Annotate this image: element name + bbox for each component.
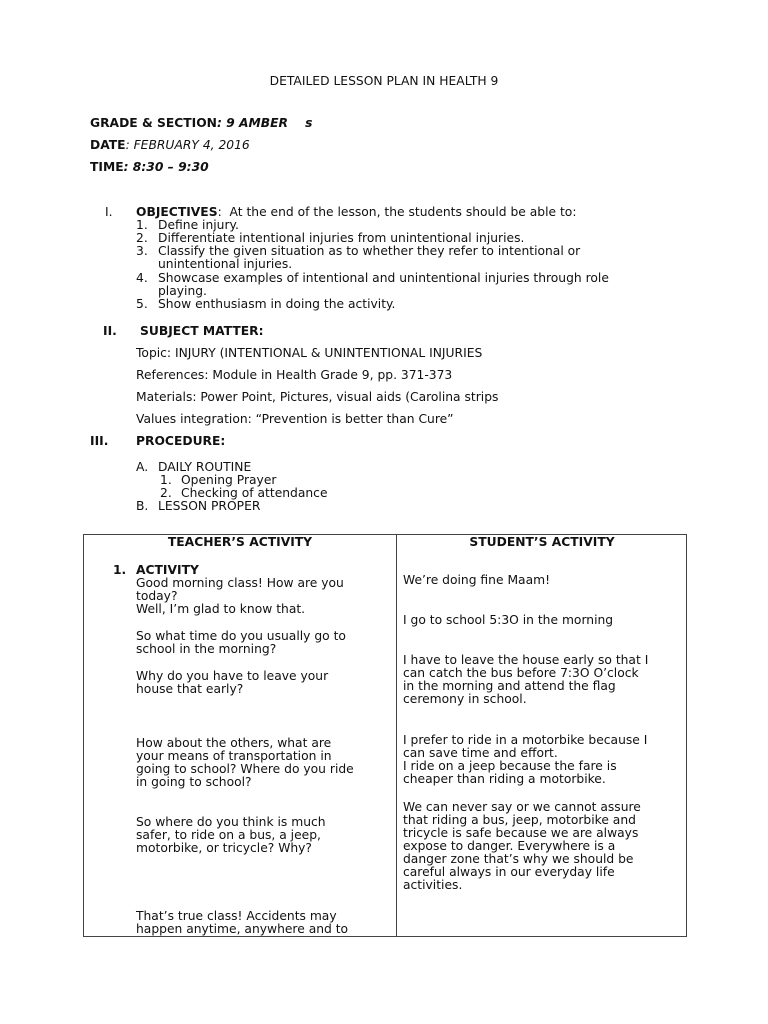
time-value: : 8:30 – 9:30 bbox=[123, 160, 209, 174]
objective-text: Show enthusiasm in doing the activity. bbox=[158, 297, 396, 311]
teacher-line: today? bbox=[136, 589, 178, 603]
objectives-numeral: I. bbox=[105, 205, 113, 219]
student-line: I go to school 5:3O in the morning bbox=[403, 613, 614, 627]
student-line: can catch the bus before 7:3O O’clock bbox=[403, 666, 639, 680]
student-line: activities. bbox=[403, 878, 463, 892]
objective-num: 4. bbox=[136, 271, 148, 285]
routine-num: 2. bbox=[160, 486, 172, 500]
student-line: danger zone that’s why we should be bbox=[403, 852, 634, 866]
student-line: that riding a bus, jeep, motorbike and bbox=[403, 813, 636, 827]
daily-routine-marker: A. bbox=[136, 460, 149, 474]
teacher-line: in going to school? bbox=[136, 775, 252, 789]
teacher-line: house that early? bbox=[136, 682, 244, 696]
objective-text: Differentiate intentional injuries from unintentional injuries. bbox=[158, 231, 525, 245]
date-line bbox=[90, 139, 250, 152]
teacher-line: your means of transportation in bbox=[136, 749, 332, 763]
student-line: We’re doing fine Maam! bbox=[403, 573, 551, 587]
lesson-proper-label: LESSON PROPER bbox=[158, 499, 261, 513]
subject-matter-heading: SUBJECT MATTER: bbox=[140, 324, 264, 338]
grade-section-label: GRADE & SECTION bbox=[90, 116, 217, 130]
teacher-line: motorbike, or tricycle? Why? bbox=[136, 841, 312, 855]
grade-section-value: : 9 AMBER s bbox=[216, 116, 313, 130]
student-line: cheaper than riding a motorbike. bbox=[403, 772, 606, 786]
routine-num: 1. bbox=[160, 473, 172, 487]
document-title: DETAILED LESSON PLAN IN HEALTH 9 bbox=[269, 74, 499, 88]
objective-text: Define injury. bbox=[158, 218, 239, 232]
student-line: expose to danger. Everywhere is a bbox=[403, 839, 616, 853]
routine-item: Opening Prayer bbox=[181, 473, 277, 487]
teacher-line: going to school? Where do you ride bbox=[136, 762, 354, 776]
objective-num: 2. bbox=[136, 231, 148, 245]
teacher-line: That’s true class! Accidents may bbox=[136, 909, 337, 923]
student-line: We can never say or we cannot assure bbox=[403, 800, 641, 814]
topic-line: Topic: INJURY (INTENTIONAL & UNINTENTIONAL INJURIES bbox=[136, 346, 483, 360]
student-line: careful always in our everyday life bbox=[403, 865, 615, 879]
teacher-line: safer, to ride on a bus, a jeep, bbox=[136, 828, 321, 842]
teacher-activity-header: TEACHER’S ACTIVITY bbox=[167, 535, 313, 549]
objective-num: 1. bbox=[136, 218, 148, 232]
teacher-line: happen anytime, anywhere and to bbox=[136, 922, 349, 936]
objective-num: 3. bbox=[136, 244, 148, 258]
time-label: TIME bbox=[90, 160, 124, 174]
teacher-line: So where do you think is much bbox=[136, 815, 326, 829]
references-line: References: Module in Health Grade 9, pp. 371-373 bbox=[136, 368, 453, 382]
teacher-line: school in the morning? bbox=[136, 642, 277, 656]
student-line: in the morning and attend the flag bbox=[403, 679, 616, 693]
activity-number: 1. bbox=[113, 563, 127, 577]
date-label: DATE bbox=[90, 138, 126, 152]
student-line: tricycle is safe because we are always bbox=[403, 826, 639, 840]
teacher-line: So what time do you usually go to bbox=[136, 629, 346, 643]
student-line: can save time and effort. bbox=[403, 746, 558, 760]
student-line: I have to leave the house early so that I bbox=[403, 653, 649, 667]
objective-num: 5. bbox=[136, 297, 148, 311]
objectives-label: OBJECTIVES bbox=[136, 205, 218, 219]
time-line bbox=[90, 161, 209, 174]
objective-text: Classify the given situation as to whether they refer to intentional or bbox=[158, 244, 581, 258]
student-line: I ride on a jeep because the fare is bbox=[403, 759, 617, 773]
activity-table bbox=[83, 534, 687, 937]
teacher-line: Good morning class! How are you bbox=[136, 576, 344, 590]
student-activity-header: STUDENT’S ACTIVITY bbox=[469, 535, 615, 549]
objective-text-cont: playing. bbox=[158, 284, 207, 298]
date-value: : FEBRUARY 4, 2016 bbox=[125, 138, 250, 152]
student-line: I prefer to ride in a motorbike because I bbox=[403, 733, 648, 747]
grade-section-line bbox=[90, 117, 312, 130]
student-line: ceremony in school. bbox=[403, 692, 527, 706]
teacher-line: How about the others, what are bbox=[136, 736, 332, 750]
values-line: Values integration: “Prevention is better than Cure” bbox=[136, 412, 454, 426]
teacher-line: Why do you have to leave your bbox=[136, 669, 329, 683]
objective-text: Showcase examples of intentional and unintentional injuries through role bbox=[158, 271, 609, 285]
routine-item: Checking of attendance bbox=[181, 486, 328, 500]
materials-line: Materials: Power Point, Pictures, visual aids (Carolina strips bbox=[136, 390, 499, 404]
daily-routine-label: DAILY ROUTINE bbox=[158, 460, 252, 474]
procedure-numeral: III. bbox=[90, 434, 109, 448]
subject-matter-numeral: II. bbox=[103, 324, 117, 338]
objectives-intro: : At the end of the lesson, the students should be able to: bbox=[217, 205, 577, 219]
table-column-divider bbox=[396, 535, 397, 936]
procedure-heading: PROCEDURE: bbox=[136, 434, 226, 448]
teacher-line: Well, I’m glad to know that. bbox=[136, 602, 306, 616]
activity-label: ACTIVITY bbox=[136, 563, 199, 577]
objective-text-cont: unintentional injuries. bbox=[158, 257, 293, 271]
lesson-proper-marker: B. bbox=[136, 499, 149, 513]
